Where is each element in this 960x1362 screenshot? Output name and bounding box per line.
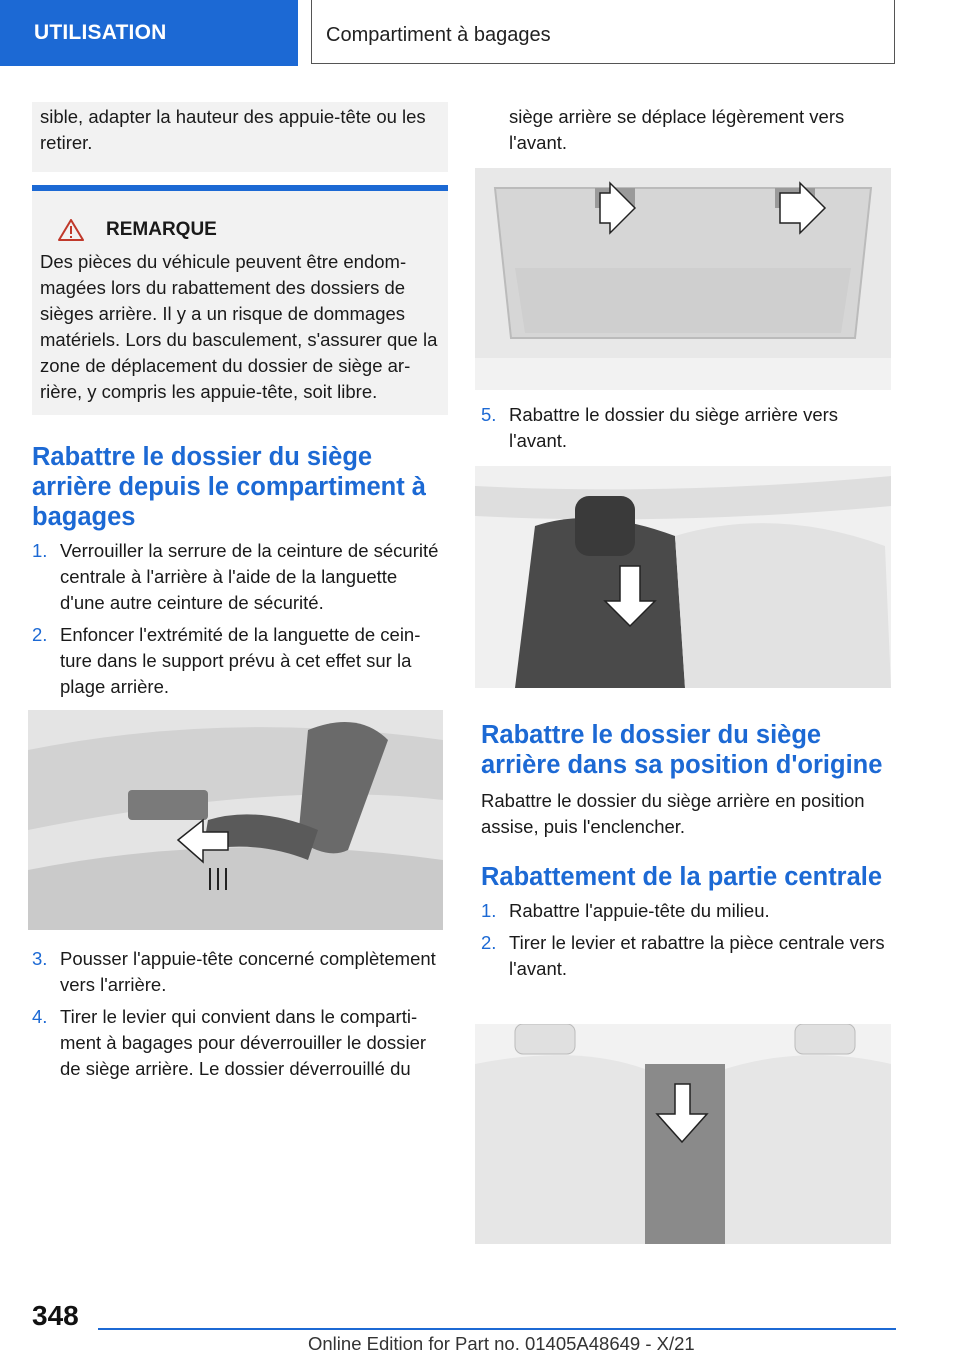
section-text: Rabattre le dossier du siège arrière en position assise, puis l'enclencher. <box>481 790 865 837</box>
list-item: 5. Rabattre le dossier du siège arrière vers l'avant. <box>481 404 839 451</box>
step-list <box>32 946 444 1082</box>
chapter-title: Compartiment à bagages <box>311 0 895 64</box>
page-number: 348 <box>32 1300 79 1331</box>
note-title: REMARQUE <box>106 219 217 240</box>
step-5 <box>481 402 893 460</box>
list-item: 4. Tirer le levier qui convient dans le compartiment à bagages pour déverrouiller le dossier de siège arrière. Le dossier déverrouillé du <box>32 1006 427 1079</box>
step-list <box>481 898 893 982</box>
seatback-fold-illustration <box>475 466 891 688</box>
section-fold-from-trunk <box>32 442 444 706</box>
section-center-section <box>481 862 893 988</box>
belt-buckle-illustration <box>28 710 443 930</box>
section-heading: Rabattement de la partie centrale <box>481 863 883 891</box>
step-list <box>32 538 444 700</box>
section-restore-position <box>481 720 893 840</box>
section-heading: Rabattre le dossier du siège arrière depuis le compartiment à bagages <box>32 443 426 531</box>
edition-footer: Online Edition for Part no. 01405A48649 - X/21 <box>308 1333 695 1354</box>
list-item: 1. Rabattre l'appuie-tête du milieu. <box>481 900 770 921</box>
trunk-lever-illustration <box>475 168 891 390</box>
section-heading: Rabattre le dossier du siège arrière dans sa position d'origine <box>481 721 883 779</box>
continued-text-box <box>32 102 448 172</box>
footer-rule <box>98 1328 896 1330</box>
step-list-continued <box>32 946 444 1088</box>
continued-text-right: siège arrière se déplace légèrement vers l'avant. <box>509 106 845 153</box>
section-tab: UTILISATION <box>0 0 298 66</box>
note-box <box>32 185 448 415</box>
list-item: 1. Verrouiller la serrure de la ceinture de sécurité centrale à l'arrière à l'aide de la languette d'une autre ceinture de sécurité. <box>32 540 439 613</box>
list-item: 2. Enfoncer l'extrémité de la languette de ceinture dans le support prévu à cet effet sur la plage arrière. <box>32 624 421 697</box>
center-section-illustration <box>475 1024 891 1244</box>
note-header <box>40 217 440 243</box>
note-text: Des pièces du véhicule peuvent être endommagées lors du rabattement des dossiers de sièges arrière. Il y a un risque de dommages matériels. Lors du basculement, s'assurer que la zone de déplacement du dossier de siège arrière, y compris les appuie-tête, soit libre. <box>40 251 438 402</box>
list-item: 2. Tirer le levier et rabattre la pièce centrale vers l'avant. <box>481 932 885 979</box>
continued-text: sible, adapter la hauteur des appuie-tête ou les retirer. <box>40 106 426 153</box>
list-item: 3. Pousser l'appuie-tête concerné complètement vers l'arrière. <box>32 948 436 995</box>
warning-triangle-icon <box>58 219 84 241</box>
step-list <box>481 402 893 454</box>
